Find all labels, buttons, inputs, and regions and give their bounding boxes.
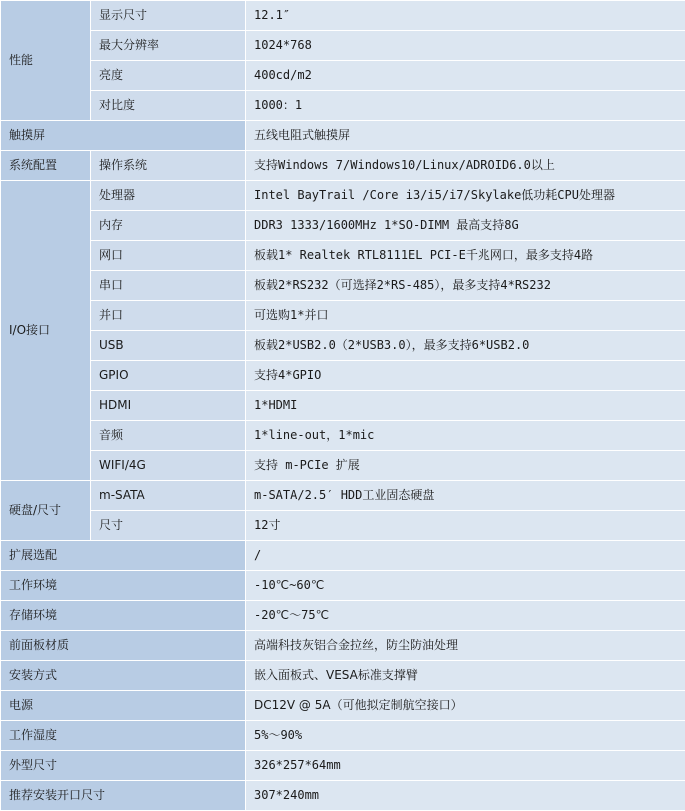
spec-category-cell: 工作湿度 (1, 721, 246, 751)
table-row (1, 1, 685, 31)
table-row (1, 661, 685, 691)
spec-value-cell: Intel BayTrail /Core i3/i5/i7/Skylake低功耗CPU处理器 (246, 181, 685, 211)
spec-value-cell: DC12V @ 5A（可他拟定制航空接口） (246, 691, 685, 721)
spec-subitem-cell: 内存 (91, 211, 246, 241)
table-row (1, 781, 685, 811)
spec-value-cell: 支持4*GPIO (246, 361, 685, 391)
table-row (1, 391, 685, 421)
spec-value-cell: 板载2*USB2.0（2*USB3.0），最多支持6*USB2.0 (246, 331, 685, 361)
spec-subitem-cell: 操作系统 (91, 151, 246, 181)
table-row (1, 121, 685, 151)
spec-value-cell: 板载2*RS232（可选择2*RS-485），最多支持4*RS232 (246, 271, 685, 301)
spec-category-cell: 系统配置 (1, 151, 91, 181)
spec-value-cell: / (246, 541, 685, 571)
table-row (1, 571, 685, 601)
table-row (1, 631, 685, 661)
spec-category-cell: 推荐安装开口尺寸 (1, 781, 246, 811)
spec-value-cell: DDR3 1333/1600MHz 1*SO-DIMM 最高支持8G (246, 211, 685, 241)
spec-subitem-cell: 音频 (91, 421, 246, 451)
spec-value-cell: 高端科技灰铝合金拉丝，防尘防油处理 (246, 631, 685, 661)
spec-value-cell: 307*240mm (246, 781, 685, 811)
table-row (1, 241, 685, 271)
spec-subitem-cell: m-SATA (91, 481, 246, 511)
spec-category-cell: 硬盘/尺寸 (1, 481, 91, 541)
spec-value-cell: 1000：1 (246, 91, 685, 121)
spec-subitem-cell: 亮度 (91, 61, 246, 91)
table-row (1, 271, 685, 301)
spec-subitem-cell: 尺寸 (91, 511, 246, 541)
spec-value-cell: 326*257*64mm (246, 751, 685, 781)
spec-category-cell: 触摸屏 (1, 121, 246, 151)
spec-subitem-cell: 显示尺寸 (91, 1, 246, 31)
table-row (1, 151, 685, 181)
table-row (1, 361, 685, 391)
spec-value-cell: 嵌入面板式、VESA标准支撑臂 (246, 661, 685, 691)
table-row (1, 301, 685, 331)
spec-value-cell: 5%～90% (246, 721, 685, 751)
table-row (1, 181, 685, 211)
spec-value-cell: -10℃~60℃ (246, 571, 685, 601)
spec-subitem-cell: 并口 (91, 301, 246, 331)
spec-value-cell: 12.1″ (246, 1, 685, 31)
spec-category-cell: I/O接口 (1, 181, 91, 481)
spec-category-cell: 电源 (1, 691, 246, 721)
spec-subitem-cell: HDMI (91, 391, 246, 421)
table-row (1, 211, 685, 241)
table-row (1, 481, 685, 511)
spec-category-cell: 外型尺寸 (1, 751, 246, 781)
spec-value-cell: 支持 m-PCIe 扩展 (246, 451, 685, 481)
table-row (1, 601, 685, 631)
spec-value-cell: 12寸 (246, 511, 685, 541)
spec-value-cell: 1024*768 (246, 31, 685, 61)
spec-value-cell: 400cd/m2 (246, 61, 685, 91)
table-row (1, 421, 685, 451)
spec-subitem-cell: 最大分辨率 (91, 31, 246, 61)
spec-category-cell: 前面板材质 (1, 631, 246, 661)
table-row (1, 691, 685, 721)
spec-value-cell: 1*line-out，1*mic (246, 421, 685, 451)
spec-value-cell: m-SATA/2.5′ HDD工业固态硬盘 (246, 481, 685, 511)
spec-value-cell: 1*HDMI (246, 391, 685, 421)
table-row (1, 331, 685, 361)
spec-subitem-cell: GPIO (91, 361, 246, 391)
table-row (1, 511, 685, 541)
spec-category-cell: 工作环境 (1, 571, 246, 601)
spec-subitem-cell: 对比度 (91, 91, 246, 121)
spec-subitem-cell: 网口 (91, 241, 246, 271)
table-row (1, 31, 685, 61)
spec-value-cell: 支持Windows 7/Windows10/Linux/ADROID6.0以上 (246, 151, 685, 181)
spec-value-cell: 五线电阻式触摸屏 (246, 121, 685, 151)
spec-value-cell: 可选购1*并口 (246, 301, 685, 331)
spec-subitem-cell: WIFI/4G (91, 451, 246, 481)
table-row (1, 751, 685, 781)
table-row (1, 451, 685, 481)
spec-value-cell: 板载1* Realtek RTL8111EL PCI-E千兆网口，最多支持4路 (246, 241, 685, 271)
spec-category-cell: 安装方式 (1, 661, 246, 691)
spec-category-cell: 扩展选配 (1, 541, 246, 571)
spec-subitem-cell: 串口 (91, 271, 246, 301)
table-row (1, 91, 685, 121)
spec-subitem-cell: 处理器 (91, 181, 246, 211)
spec-subitem-cell: USB (91, 331, 246, 361)
spec-category-cell: 存储环境 (1, 601, 246, 631)
table-row (1, 721, 685, 751)
table-row (1, 541, 685, 571)
spec-value-cell: -20℃～75℃ (246, 601, 685, 631)
specification-table-body (1, 1, 685, 811)
table-row (1, 61, 685, 91)
spec-category-cell: 性能 (1, 1, 91, 121)
